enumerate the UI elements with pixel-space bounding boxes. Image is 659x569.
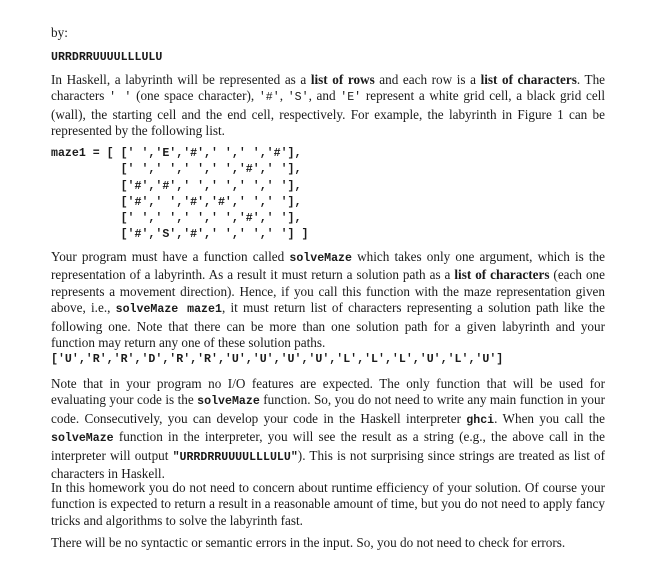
text: (each one represents a movement direction). Hence, if you call this function with the maze representation given above, i.e., xyxy=(51,267,605,316)
text: and each row is a xyxy=(374,72,481,87)
solution-list: ['U','R','R','D','R','R','U','U','U','U','L','L','L','U','L','U'] xyxy=(51,353,504,366)
inline-code: solveMaze xyxy=(197,395,260,409)
paragraph-errors: There will be no syntactic or semantic errors in the input. So, you do not need to check for errors. xyxy=(51,535,566,550)
paragraph-efficiency: In this homework you do not need to concern about runtime efficiency of your solution. Of course your function is expected to return a result in a reasonable amount of time, but you do not need to apply fancy tricks and algorithms to solve the labyrinth fast. xyxy=(51,480,605,528)
code-line: ['#','S','#',' ',' ',' '] ] xyxy=(51,228,309,242)
text: ). This is not surprising since strings are treated as list of characters in Haskell. xyxy=(51,447,605,482)
text: Note that in your program no I/O features are expected. The only function that will be used for evaluating your code is the xyxy=(51,376,605,408)
text: . The characters xyxy=(51,72,606,104)
paragraph-no-io xyxy=(51,376,605,482)
code-line: [' ',' ',' ',' ','#',' '], xyxy=(51,212,302,226)
text: In Haskell, a labyrinth will be represented as a xyxy=(51,72,311,87)
text: . When you call the xyxy=(494,410,605,426)
inline-code: solveMaze maze1 xyxy=(115,303,222,317)
text: function in the interpreter, you will see the result as a string (e.g., the above call in the interpreter will output xyxy=(51,429,605,463)
text: represent a white grid cell, a black grid cell (wall), the starting cell and the end cell, respectively. For example, the labyrinth in Figure 1 can be represented by the following list. xyxy=(51,88,605,139)
bold-term: list of characters xyxy=(454,267,550,283)
inline-code: ghci xyxy=(466,413,495,427)
bold-term: list of rows xyxy=(310,72,375,87)
by-label: by: xyxy=(51,25,68,40)
text: Your program must have a function called xyxy=(51,249,290,264)
code-line: ['#','#',' ',' ',' ',' '], xyxy=(51,179,302,193)
maze-code-block xyxy=(51,146,605,244)
inline-code: solveMaze xyxy=(289,252,352,265)
inline-code: '#' xyxy=(258,91,280,105)
inline-code: solveMaze xyxy=(51,432,114,446)
bold-term: list of characters xyxy=(480,72,577,87)
inline-code: "URRDRRUUUULLLULU" xyxy=(172,450,298,464)
text: , xyxy=(279,88,288,104)
text: (one space character), xyxy=(131,88,259,104)
text: function. So, you do not need to write any main function in your code. Consecutively, you can develop your code in the Haskell interpreter xyxy=(51,392,606,426)
text: , and xyxy=(308,88,341,104)
inline-code: ' ' xyxy=(109,91,132,105)
paragraph-representation xyxy=(51,72,605,140)
paragraph-solvemaze xyxy=(51,249,605,351)
inline-code: 'S' xyxy=(287,91,309,105)
text: which takes only one argument, which is the representation of a labyrinth. As a result it must return a solution path as a xyxy=(51,249,606,283)
inline-code: 'E' xyxy=(340,91,362,105)
text: , it must return list of characters representing a solution path like the following one. Note that there can be more than one solution path for a given labyrinth and your function may return any one of these solution paths. xyxy=(51,300,605,351)
solution-string: URRDRRUUUULLLULU xyxy=(51,51,163,64)
code-line: [' ',' ',' ',' ','#',' '], xyxy=(51,163,302,177)
code-line: ['#',' ','#','#',' ',' '], xyxy=(51,195,302,209)
code-line: maze1 = [ [' ','E','#',' ',' ','#'], xyxy=(51,147,302,160)
